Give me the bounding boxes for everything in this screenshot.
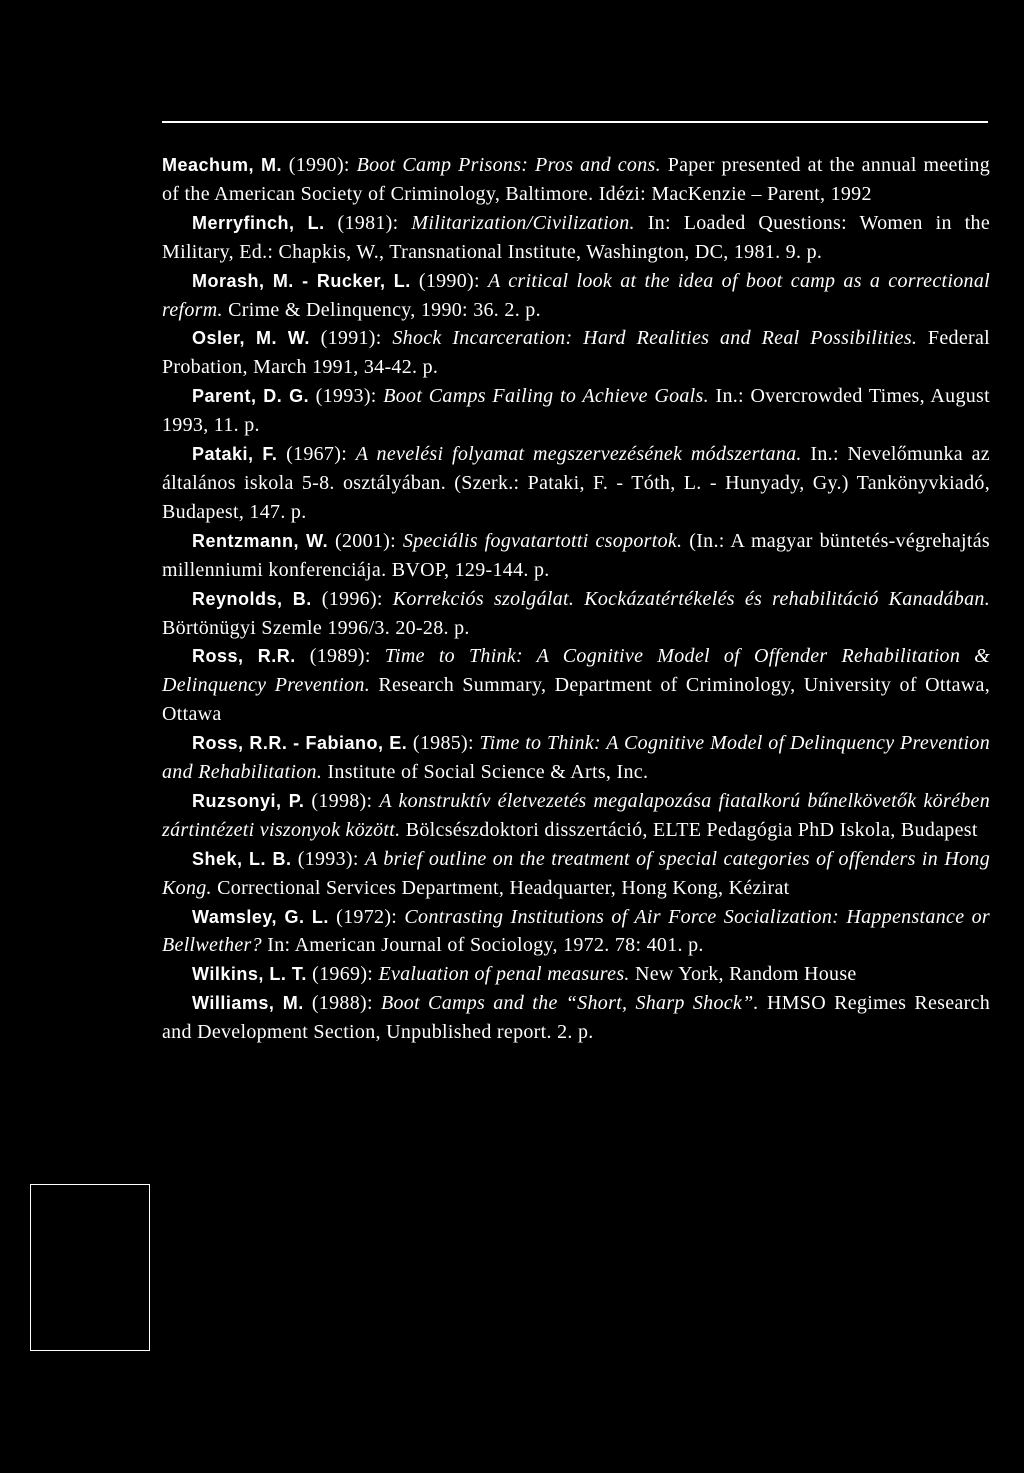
reference-author: Williams, M. [192, 993, 304, 1014]
reference-author: Meachum, M. [162, 155, 283, 175]
reference-year: (2001): [328, 529, 403, 552]
reference-details: In: Loaded Questions: Women in the Military, Ed.: Chapkis, W., Transnational Institute, Washington, DC, 1981. 9. p. [162, 211, 990, 263]
reference-title: Contrasting Institutions of Air Force Socialization: Happenstance or Bellwether? [162, 905, 990, 957]
reference-year: (1969): [306, 963, 379, 986]
reference-entry [162, 845, 990, 903]
reference-details: Paper presented at the annual meeting of the American Society of Criminology, Baltimore. Idézi: MacKenzie – Parent, 1992 [162, 154, 990, 205]
reference-entry [162, 585, 990, 643]
reference-list [162, 151, 990, 1047]
reference-author: Parent, D. G. [192, 386, 310, 407]
reference-author: Morash, M. - Rucker, L. [192, 270, 411, 291]
reference-title: A nevelési folyamat megszervezésének módszertana. [355, 443, 802, 466]
reference-entry [162, 151, 990, 209]
reference-title: A critical look at the idea of boot camp as a correctional reform. [162, 269, 991, 321]
reference-entry [162, 989, 990, 1047]
reference-title: Speciális fogvatartotti csoportok. [402, 529, 683, 552]
reference-title: Boot Camps and the “Short, Sharp Shock”. [380, 992, 759, 1015]
reference-details: Institute of Social Science & Arts, Inc. [322, 761, 649, 784]
reference-author: Rentzmann, W. [192, 530, 329, 551]
reference-title: Boot Camps Failing to Achieve Goals. [383, 385, 709, 408]
reference-details: Correctional Services Department, Headquarter, Hong Kong, Kézirat [211, 876, 790, 899]
reference-year: (1981): [324, 211, 412, 234]
reference-year: (1988): [303, 992, 381, 1015]
reference-title: A konstruktív életvezetés megalapozása fiatalkorú bűnelkövetők körében zártintézeti viszonyok között. [162, 789, 990, 841]
margin-frame [30, 1184, 150, 1351]
reference-entry [162, 440, 990, 527]
reference-author: Wilkins, L. T. [192, 964, 307, 985]
reference-author: Ruzsonyi, P. [192, 790, 305, 811]
reference-details: (In.: A magyar büntetés-végrehajtás millenniumi konferenciája. BVOP, 129-144. p. [162, 529, 990, 581]
reference-entry [162, 960, 990, 989]
reference-year: (1996): [311, 587, 393, 610]
reference-details: Börtönügyi Szemle 1996/3. 20-28. p. [162, 616, 470, 639]
reference-entry [162, 729, 990, 787]
reference-title: Time to Think: A Cognitive Model of Delinquency Prevention and Rehabilitation. [162, 732, 991, 784]
reference-year: (1991): [309, 327, 393, 350]
reference-title: Shock Incarceration: Hard Realities and Real Possibilities. [392, 327, 918, 350]
reference-title: A brief outline on the treatment of special categories of offenders in Hong Kong. [162, 847, 990, 899]
reference-details: In.: Overcrowded Times, August 1993, 11. p. [162, 385, 990, 437]
reference-entry [162, 642, 990, 729]
top-horizontal-rule [162, 121, 988, 123]
reference-year: (1993): [291, 847, 365, 870]
reference-entry [162, 527, 990, 585]
reference-entry [162, 209, 990, 267]
reference-details: In: American Journal of Sociology, 1972. 78: 401. p. [261, 934, 704, 957]
reference-details: Research Summary, Department of Criminology, University of Ottawa, Ottawa [162, 674, 990, 726]
reference-entry [162, 903, 990, 961]
reference-title: Militarization/Civilization. [411, 211, 635, 234]
reference-title: Boot Camp Prisons: Pros and cons. [356, 154, 661, 176]
reference-author: Merryfinch, L. [192, 212, 325, 233]
reference-entry [162, 267, 990, 325]
reference-year: (1990): [282, 154, 357, 176]
reference-title: Evaluation of penal measures. [378, 963, 630, 986]
reference-details: HMSO Regimes Research and Development Section, Unpublished report. 2. p. [162, 992, 991, 1044]
reference-author: Ross, R.R. - Fabiano, E. [192, 733, 408, 754]
reference-author: Shek, L. B. [192, 848, 292, 869]
reference-author: Wamsley, G. L. [192, 906, 329, 927]
reference-year: (1990): [410, 269, 488, 292]
reference-title: Korrekciós szolgálat. Kockázatértékelés és rehabilitáció Kanadában. [392, 587, 990, 610]
reference-details: New York, Random House [629, 963, 857, 986]
reference-title: Time to Think: A Cognitive Model of Offender Rehabilitation & Delinquency Prevention. [162, 645, 990, 697]
reference-entry [162, 324, 990, 382]
reference-author: Pataki, F. [192, 444, 278, 465]
reference-year: (1989): [295, 645, 385, 668]
reference-year: (1993): [309, 385, 384, 408]
reference-year: (1972): [328, 905, 405, 928]
reference-author: Reynolds, B. [192, 588, 312, 609]
reference-year: (1998): [304, 789, 380, 812]
reference-year: (1967): [277, 443, 356, 466]
reference-entry [162, 382, 990, 440]
reference-author: Ross, R.R. [192, 646, 296, 667]
reference-year: (1985): [407, 732, 480, 755]
reference-author: Osler, M. W. [192, 328, 310, 349]
reference-entry [162, 787, 990, 845]
reference-details: Federal Probation, March 1991, 34-42. p. [162, 327, 991, 379]
reference-details: Crime & Delinquency, 1990: 36. 2. p. [222, 298, 541, 321]
reference-details: In.: Nevelőmunka az általános iskola 5-8. osztályában. (Szerk.: Pataki, F. - Tóth, L. - Hunyady, Gy.) Tankönyvkiadó, Budapest, 147. p. [162, 443, 990, 523]
reference-details: Bölcsészdoktori disszertáció, ELTE Pedagógia PhD Iskola, Budapest [400, 818, 978, 841]
